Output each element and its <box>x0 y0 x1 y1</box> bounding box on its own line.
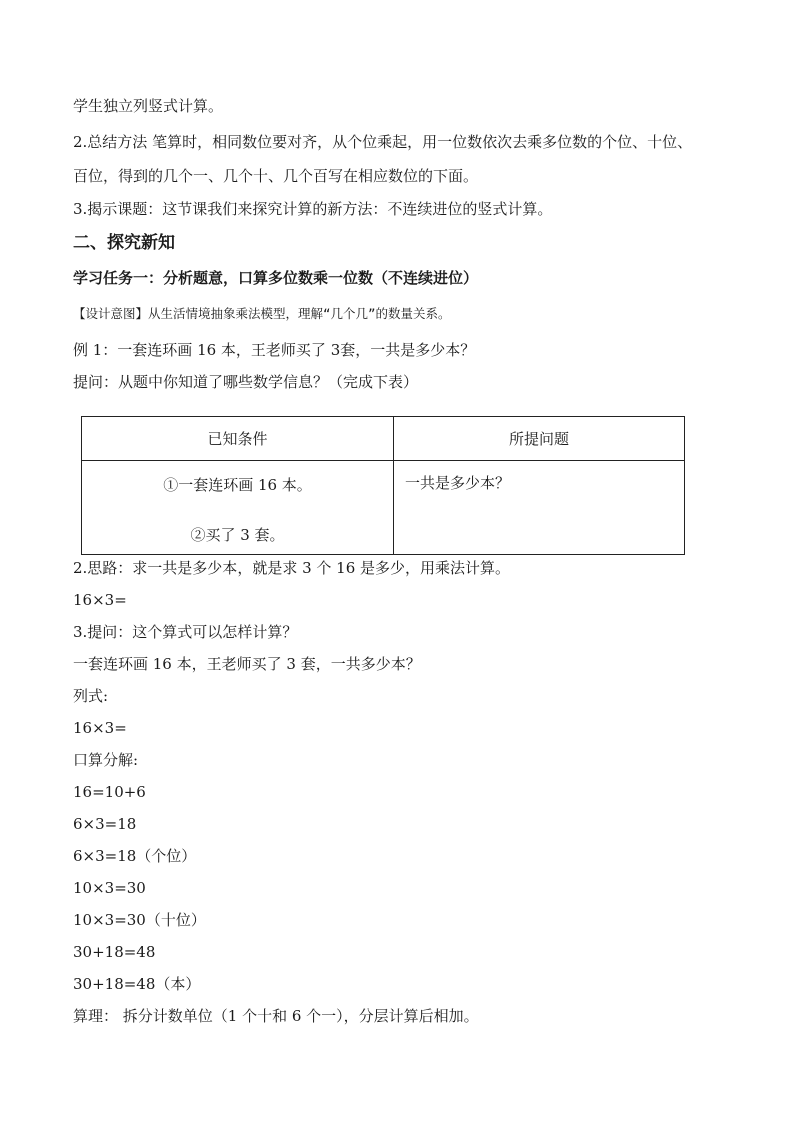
table-row <box>82 461 685 555</box>
design-intent: 【设计意图】从生活情境抽象乘法模型，理解“几个几”的数量关系。 <box>73 306 451 321</box>
intro-line-2: 2.总结方法 笔算时，相同数位要对齐，从个位乘起，用一位数依次去乘多位数的个位、十位、 <box>73 133 693 151</box>
list-item: 16=10+6 <box>73 783 146 801</box>
list-item: 6×3=18 <box>73 815 137 833</box>
list-item: 一套连环画 16 本，王老师买了 3 套，一共多少本？ <box>73 655 421 673</box>
intro-line-3: 百位，得到的几个一、几个十、几个百写在相应数位的下面。 <box>73 167 479 185</box>
list-item: 16×3= <box>73 719 127 737</box>
list-item: 算理： 拆分计数单位（1 个十和 6 个一），分层计算后相加。 <box>73 1007 479 1025</box>
table-header-row <box>82 417 685 461</box>
question-item: 一共是多少本？ <box>405 474 511 492</box>
intro-line-4: 3.揭示课题：这节课我们来探究计算的新方法：不连续进位的竖式计算。 <box>73 200 553 218</box>
list-item: 16×3= <box>73 591 127 609</box>
conditions-table <box>81 416 685 555</box>
list-item: 30+18=48（本） <box>73 975 201 993</box>
known-conditions-cell <box>82 461 394 555</box>
condition-item-2: ②买了 3 套。 <box>190 526 285 544</box>
list-item: 3.提问：这个算式可以怎样计算？ <box>73 623 298 641</box>
section-heading: 二、探究新知 <box>73 233 175 253</box>
list-item: 30+18=48 <box>73 943 156 961</box>
list-item: 列式: <box>73 687 109 705</box>
header-questions: 所提问题 <box>394 417 685 461</box>
list-item: 10×3=30 <box>73 879 146 897</box>
question-line: 提问：从题中你知道了哪些数学信息？（完成下表） <box>73 373 419 391</box>
example-1: 例 1：一套连环画 16 本，王老师买了 3套，一共是多少本？ <box>73 341 476 359</box>
list-item: 6×3=18（个位） <box>73 847 197 865</box>
list-item: 口算分解: <box>73 751 139 769</box>
questions-cell <box>394 461 685 555</box>
header-known-conditions: 已知条件 <box>82 417 394 461</box>
intro-line-1: 学生独立列竖式计算。 <box>73 97 224 115</box>
list-item: 2.思路：求一共是多少本，就是求 3 个 16 是多少，用乘法计算。 <box>73 559 511 577</box>
list-item: 10×3=30（十位） <box>73 911 206 929</box>
task-title: 学习任务一：分析题意，口算多位数乘一位数（不连续进位） <box>73 269 479 287</box>
condition-item-1: ①一套连环画 16 本。 <box>163 476 312 494</box>
